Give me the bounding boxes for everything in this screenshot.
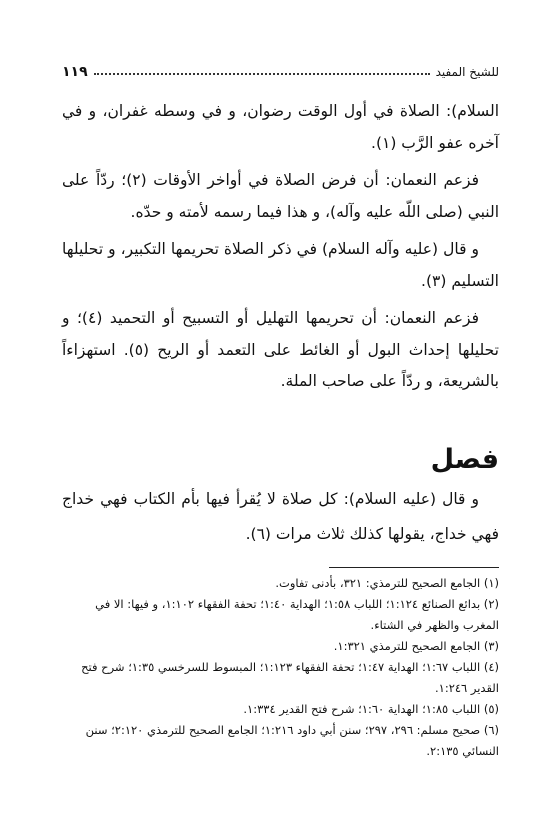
footnote: (٢) بدائع الصنائع ١:١٢٤؛ اللباب ١:٥٨؛ الهداية ١:٤٠؛ تحفة الفقهاء ١:١٠٢، و فيها: الا في المغرب والظهر في الشتاء. — [95, 597, 499, 632]
section-text — [62, 482, 499, 552]
paragraph: السلام): الصلاة في أول الوقت رضوان، و في وسطه غفران، و في آخره عفو الرَّب (١). — [62, 102, 499, 152]
footnote: (٤) اللباب ١:٦٧؛ الهداية ١:٤٧؛ تحفة الفقهاء ١:١٢٣؛ المبسوط للسرخسي ١:٣٥؛ شرح فتح القدير ١:٢٤٦. — [81, 660, 499, 695]
footnote-separator — [329, 567, 499, 568]
footnote: (١) الجامع الصحيح للترمذي: ٣٢١، بأدنى تفاوت. — [275, 576, 499, 590]
page-number: ١١٩ — [62, 64, 88, 80]
footnote: (٦) صحيح مسلم: ٢٩٦، ٢٩٧؛ سنن أبي داود ١:٢١٦؛ الجامع الصحيح للترمذي ٢:١٢٠؛ سنن النسائي ٢:١٣٥. — [85, 723, 499, 758]
footnotes — [62, 573, 499, 762]
section-heading: فصل — [430, 444, 499, 475]
main-text — [62, 96, 499, 404]
footnote: (٥) اللباب ١:٨٥؛ الهداية ١:٦٠؛ شرح فتح القدير ١:٣٣٤. — [243, 702, 499, 716]
paragraph: فزعم النعمان: أن فرض الصلاة في أواخر الأوقات (٢)؛ ردّاً على النبي (صلى اللّه عليه وآله)، و هذا فيما رسمه لأمته و حدّه. — [62, 171, 499, 221]
paragraph: فزعم النعمان: أن تحريمها التهليل أو التسبيح أو التحميد (٤)؛ و تحليلها إحداث البول أو الغائط على التعمد أو الريح (٥). استهزاءاً بالشريعة، و ردّاً على صاحب الملة. — [62, 309, 499, 390]
paragraph: و قال (عليه السلام): كل صلاة لا يُقرأ فيها بأم الكتاب فهي خداج فهي خداج، يقولها كذلك ثلاث مرات (٦). — [62, 490, 499, 543]
paragraph: و قال (عليه وآله السلام) في ذكر الصلاة تحريمها التكبير، و تحليلها التسليم (٣). — [62, 240, 499, 290]
footnote: (٣) الجامع الصحيح للترمذي ١:٣٢١. — [333, 639, 499, 653]
dotted-leader — [94, 73, 430, 75]
running-title: للشيخ المفيد — [435, 65, 499, 79]
page-header — [62, 62, 499, 82]
